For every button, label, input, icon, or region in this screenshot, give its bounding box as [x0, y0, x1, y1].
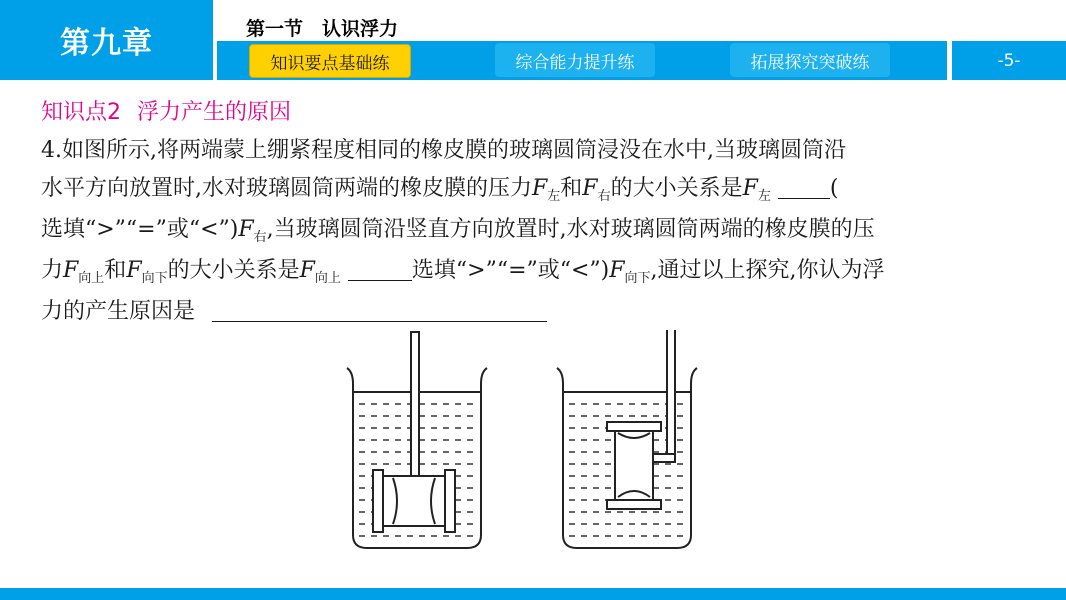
question-content: [41, 96, 1031, 331]
subscript-left: 左: [547, 189, 561, 204]
subscript-down: 向下: [141, 271, 168, 286]
question-line-1: 4.如图所示,将两端蒙上绷紧程度相同的橡皮膜的玻璃圆筒浸没在水中,当玻璃圆筒沿: [41, 138, 846, 163]
question-line-5: [41, 293, 1031, 331]
text-segment: 和: [560, 176, 583, 201]
text-segment: ,通过以上探究,你认为浮: [650, 258, 885, 283]
subscript-down: 向下: [624, 271, 651, 286]
text-segment: 水平方向放置时,水对玻璃圆筒两端的橡皮膜的压力: [41, 176, 532, 201]
force-symbol: F: [532, 176, 548, 201]
text-segment: ,当玻璃圆筒沿竖直方向放置时,水对玻璃圆筒两端的橡皮膜的压: [266, 217, 875, 242]
text-segment: 的大小关系是: [610, 176, 743, 201]
header: [0, 0, 1066, 80]
force-symbol: F: [582, 176, 598, 201]
chapter-title: 第九章: [0, 0, 213, 80]
experiment-figure: [335, 330, 715, 555]
subscript-up: 向上: [78, 271, 105, 286]
subscript-up: 向上: [314, 271, 341, 286]
text-segment: 选填“>”“=”或“<”): [411, 258, 610, 283]
force-symbol: F: [609, 258, 625, 283]
bottom-bar: [0, 588, 1066, 600]
force-symbol: F: [238, 217, 254, 242]
answer-blank-1[interactable]: [778, 176, 830, 199]
tab-basic-practice[interactable]: 知识要点基础练: [249, 44, 411, 78]
right-tube: [607, 330, 675, 509]
question-line-4: [41, 252, 1031, 293]
question-line-2: [41, 170, 1031, 211]
text-segment: 力: [41, 258, 64, 283]
answer-blank-3[interactable]: [212, 299, 547, 322]
knowledge-point-number: 知识点2: [41, 100, 121, 125]
force-symbol: F: [63, 258, 79, 283]
answer-blank-2[interactable]: [348, 258, 412, 281]
tab-comprehensive-practice[interactable]: 综合能力提升练: [495, 43, 655, 77]
subscript-left: 左: [757, 189, 771, 204]
subscript-right: 右: [597, 189, 611, 204]
knowledge-point-heading: [41, 96, 1031, 130]
text-segment: 的大小关系是: [167, 258, 300, 283]
force-symbol: F: [299, 258, 315, 283]
tab-extension-practice[interactable]: 拓展探究突破练: [730, 43, 890, 77]
knowledge-point-title: 浮力产生的原因: [137, 100, 292, 125]
subscript-right: 右: [253, 230, 267, 245]
left-tube: [373, 332, 455, 532]
force-symbol: F: [742, 176, 758, 201]
paren: (: [829, 176, 839, 201]
text-segment: 和: [104, 258, 127, 283]
text-segment: 选填“>”“=”或“<”): [41, 217, 239, 242]
force-symbol: F: [126, 258, 142, 283]
text-segment: 力的产生原因是: [41, 299, 196, 324]
question-line-3: [41, 211, 1031, 252]
section-title: 第一节 认识浮力: [246, 18, 399, 40]
page-number: -5-: [952, 41, 1066, 80]
